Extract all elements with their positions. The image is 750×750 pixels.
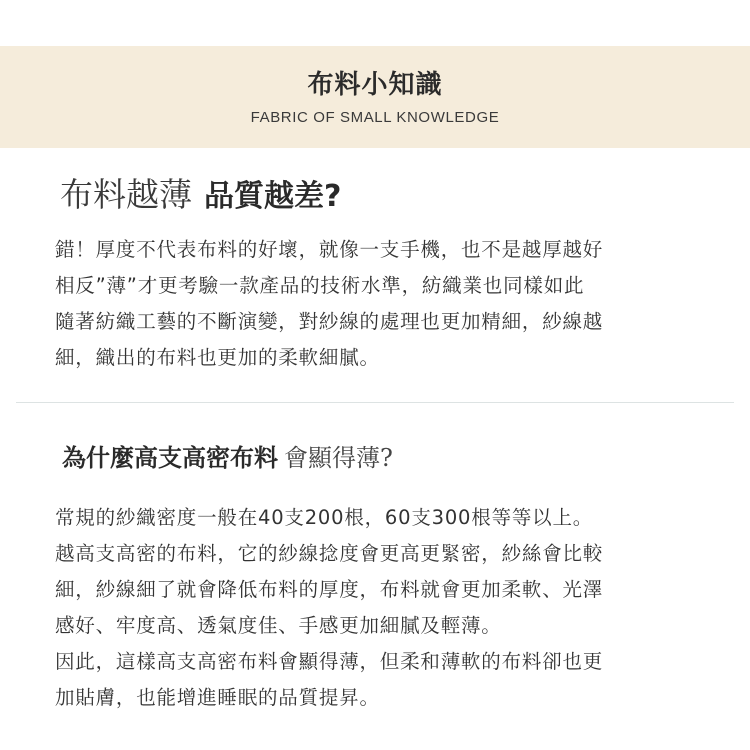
paragraph-line: 常規的紗織密度一般在40支200根，60支300根等等以上。 (55, 506, 594, 529)
paragraph-line: 細，織出的布料也更加的柔軟細膩。 (55, 346, 380, 369)
section1-heading (60, 173, 341, 223)
paragraph-line: 錯！厚度不代表布料的好壞，就像一支手機，也不是越厚越好 (55, 238, 604, 261)
section2-paragraph (55, 500, 705, 716)
banner-subtitle: FABRIC OF SMALL KNOWLEDGE (250, 109, 500, 126)
section1-heading-bold: 品質越差? (204, 179, 342, 214)
paragraph-line: 細，紗線細了就會降低布料的厚度，布料就會更加柔軟、光澤 (55, 578, 604, 601)
section-divider (16, 402, 734, 403)
paragraph-line: 越高支高密的布料，它的紗線捻度會更高更緊密，紗絲會比較 (55, 542, 604, 565)
section2-heading (62, 438, 393, 481)
paragraph-line: 加貼膚，也能增進睡眠的品質提昇。 (55, 686, 380, 709)
section2-heading-light: 會顯得薄? (284, 444, 393, 472)
paragraph-line: 隨著紡織工藝的不斷演變，對紗線的處理也更加精細，紗線越 (55, 310, 604, 333)
paragraph-line: 感好、牢度高、透氣度佳、手感更加細膩及輕薄。 (55, 614, 502, 637)
paragraph-line: 相反”薄”才更考驗一款產品的技術水準，紡織業也同樣如此 (55, 274, 585, 297)
paragraph-line: 因此，這樣高支高密布料會顯得薄，但柔和薄軟的布料卻也更 (55, 650, 604, 673)
section1-paragraph (55, 232, 705, 376)
header-banner (0, 46, 750, 148)
section2-heading-bold: 為什麼高支高密布料 (62, 444, 278, 472)
section1-heading-light: 布料越薄 (60, 175, 192, 214)
banner-title: 布料小知識 (307, 70, 443, 100)
